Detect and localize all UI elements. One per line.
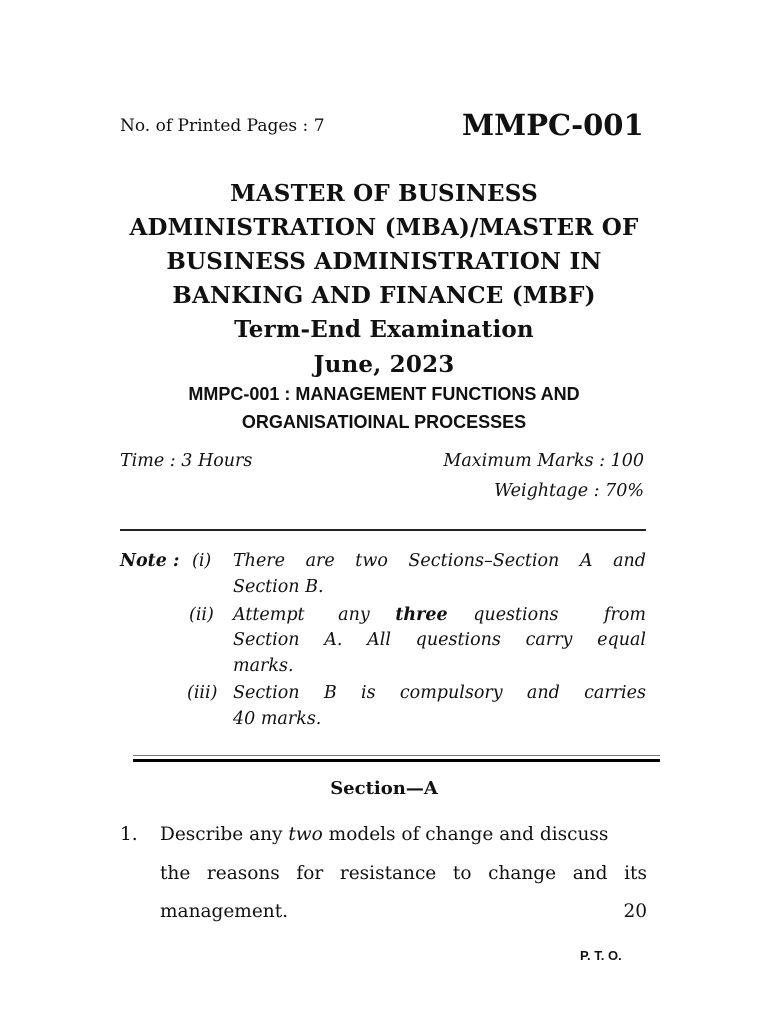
course-title-line: MMPC-001 : MANAGEMENT FUNCTIONS AND bbox=[188, 384, 580, 404]
time: Time : 3 Hours bbox=[120, 451, 253, 471]
emphasis: two bbox=[288, 824, 323, 845]
question-text: management. bbox=[160, 901, 289, 922]
divider bbox=[133, 759, 660, 762]
exam-title: Term-End Examination bbox=[234, 316, 534, 343]
note-num: (i) bbox=[192, 551, 212, 571]
question-text: the reasons for resistance to change and its bbox=[160, 863, 647, 884]
note-text: There are two Sections–Section A and bbox=[233, 551, 646, 571]
title-line: BUSINESS ADMINISTRATION IN bbox=[166, 248, 602, 275]
course-code: MMPC-001 bbox=[462, 108, 644, 142]
question-text-part: models of change and discuss bbox=[328, 824, 609, 845]
note-text: marks. bbox=[233, 656, 294, 676]
note-text: Section A. All questions carry equal bbox=[233, 630, 646, 650]
question-text bbox=[160, 824, 608, 845]
course-title-line: ORGANISATIOINAL PROCESSES bbox=[241, 412, 527, 432]
question-marks: 20 bbox=[623, 901, 647, 922]
title-line: ADMINISTRATION (MBA)/MASTER OF bbox=[129, 214, 639, 241]
note-text: Section B. bbox=[233, 577, 324, 597]
max-marks: Maximum Marks : 100 bbox=[443, 451, 644, 471]
emphasis: three bbox=[395, 605, 448, 625]
question-text-part: Describe any bbox=[160, 824, 283, 845]
title-line: MASTER OF BUSINESS bbox=[230, 180, 538, 207]
note-num: (iii) bbox=[187, 683, 218, 703]
note-label: Note : bbox=[120, 551, 180, 571]
exam-date: June, 2023 bbox=[313, 351, 455, 378]
weightage: Weightage : 70% bbox=[494, 481, 644, 501]
section-heading: Section—A bbox=[330, 778, 438, 799]
page-turn-note: P. T. O. bbox=[580, 948, 622, 963]
question-number: 1. bbox=[120, 824, 138, 845]
note-num: (ii) bbox=[189, 605, 214, 625]
divider bbox=[120, 529, 646, 531]
title-line: BANKING AND FINANCE (MBF) bbox=[172, 282, 596, 309]
divider bbox=[133, 755, 660, 756]
note-text: 40 marks. bbox=[233, 709, 322, 729]
note-text: Section B is compulsory and carries bbox=[233, 683, 646, 703]
printed-pages: No. of Printed Pages : 7 bbox=[120, 116, 325, 136]
note-text bbox=[233, 605, 646, 625]
note-text-post: questions from bbox=[473, 605, 646, 625]
note-text-pre: Attempt any bbox=[233, 605, 370, 625]
